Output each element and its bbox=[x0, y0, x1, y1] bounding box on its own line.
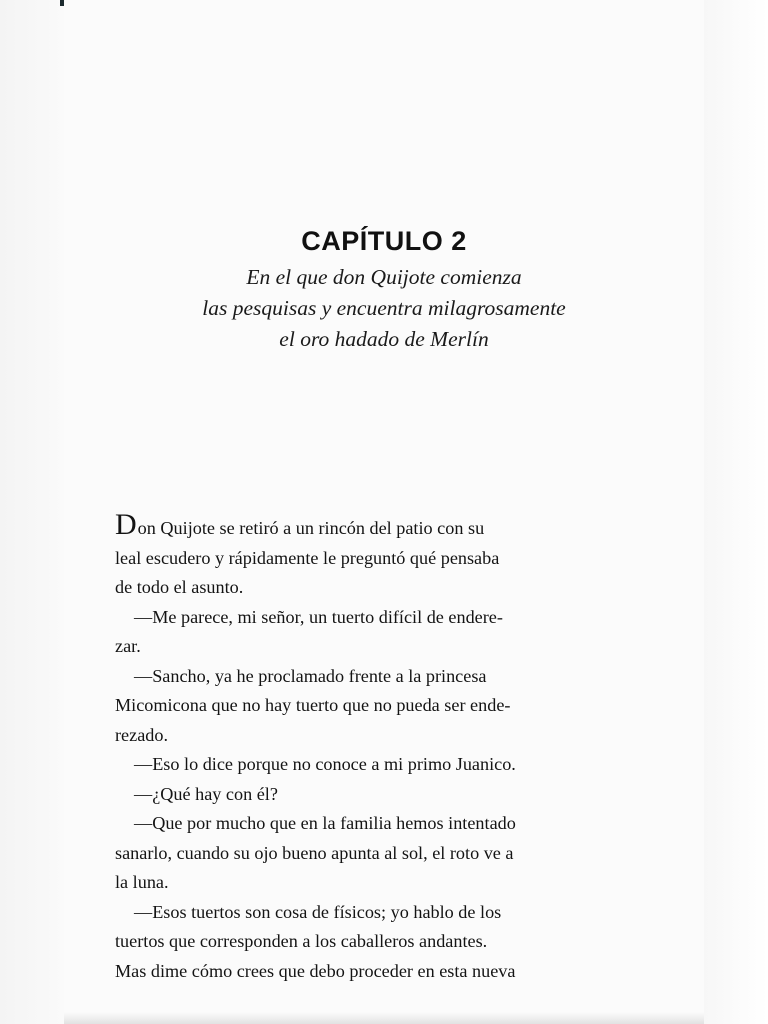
text-line: —Me parece, mi señor, un tuerto difícil de endere- bbox=[134, 606, 503, 627]
left-page-edge bbox=[0, 0, 64, 1024]
subtitle-line: el oro hadado de Merlín bbox=[279, 327, 489, 351]
drop-cap: D bbox=[115, 508, 137, 541]
subtitle-line: las pesquisas y encuentra milagrosamente bbox=[202, 296, 566, 320]
chapter-subtitle bbox=[64, 262, 704, 355]
text-line: rezado. bbox=[115, 724, 169, 745]
right-page-edge bbox=[704, 0, 768, 1024]
text-line: de todo el asunto. bbox=[115, 577, 244, 597]
text-line: —¿Qué hay con él? bbox=[134, 783, 278, 804]
text-line: —Eso lo dice porque no conoce a mi primo Juanico. bbox=[134, 754, 516, 774]
text-line bbox=[115, 508, 607, 544]
text-line: tuertos que corresponden a los caballeros andantes. bbox=[115, 931, 488, 951]
text-line: —Que por mucho que en la familia hemos intentado bbox=[134, 813, 516, 833]
subtitle-line: En el que don Quijote comienza bbox=[246, 265, 522, 289]
text-line: zar. bbox=[115, 636, 141, 656]
text-line: Micomicona que no hay tuerto que no pueda ser ende- bbox=[115, 695, 511, 715]
text-line: —Esos tuertos son cosa de físicos; yo hablo de los bbox=[134, 901, 502, 922]
bottom-page-edge bbox=[64, 1012, 704, 1024]
text-line: leal escudero y rápidamente le preguntó qué pensaba bbox=[115, 547, 500, 568]
text-line: sanarlo, cuando su ojo bueno apunta al sol, el roto ve a bbox=[115, 842, 514, 863]
text-line: Mas dime cómo crees que debo proceder en esta nueva bbox=[115, 960, 516, 981]
chapter-title: CAPÍTULO 2 bbox=[301, 226, 467, 256]
book-page bbox=[64, 0, 704, 1024]
text-line: la luna. bbox=[115, 872, 169, 892]
text-line-content: on Quijote se retiró a un rincón del patio con su bbox=[137, 518, 485, 538]
body-text bbox=[115, 508, 607, 986]
text-line: —Sancho, ya he proclamado frente a la princesa bbox=[134, 665, 487, 686]
